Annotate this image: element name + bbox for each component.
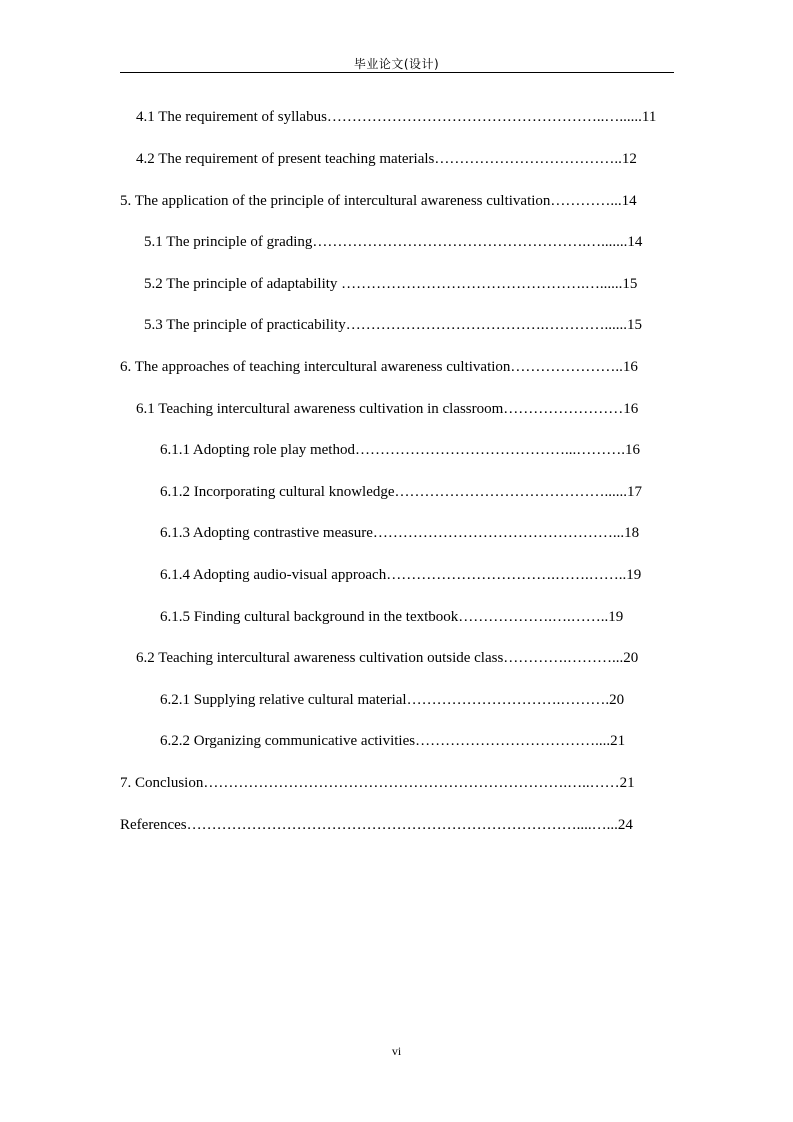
toc-entry-6-1-4[interactable]: 6.1.4 Adopting audio-visual approach…………………………….…….……..19 — [160, 567, 642, 583]
toc-entry-4-2[interactable]: 4.2 The requirement of present teaching materials………………………………..12 — [136, 151, 637, 167]
toc-entry-5-2[interactable]: 5.2 The principle of adaptability ………………………………………….…......15 — [144, 276, 638, 292]
toc-entry-6-1-1[interactable]: 6.1.1 Adopting role play method……………………………………...……….16 — [160, 442, 640, 458]
toc-entry-5-3[interactable]: 5.3 The principle of practicability………………………………….…………......15 — [144, 317, 642, 333]
toc-entry-5[interactable]: 5. The application of the principle of intercultural awareness cultivation…………...14 — [120, 193, 637, 209]
toc-entry-6[interactable]: 6. The approaches of teaching intercultural awareness cultivation…………………..16 — [120, 359, 638, 375]
toc-entry-6-1[interactable]: 6.1 Teaching intercultural awareness cultivation in classroom……………………16 — [136, 401, 639, 417]
toc-entry-5-1[interactable]: 5.1 The principle of grading……………………………………………….….......14 — [144, 234, 643, 250]
toc-entry-6-2-1[interactable]: 6.2.1 Supplying relative cultural material………………………….……….20 — [160, 692, 625, 708]
toc-entry-4-1[interactable]: 4.1 The requirement of syllabus………………………………………………..…......11 — [136, 109, 657, 125]
page-number: vi — [391, 1044, 402, 1058]
toc-entry-6-2[interactable]: 6.2 Teaching intercultural awareness cultivation outside class………….………...20 — [136, 650, 639, 666]
toc-entry-6-1-2[interactable]: 6.1.2 Incorporating cultural knowledge……………………………………......17 — [160, 484, 643, 500]
page-header-title: 毕业论文(设计) — [353, 57, 440, 71]
toc-entry-6-2-2[interactable]: 6.2.2 Organizing communicative activities………………………………....21 — [160, 733, 626, 749]
toc-entry-6-1-3[interactable]: 6.1.3 Adopting contrastive measure…………………………………………...18 — [160, 525, 640, 541]
toc-entry-6-1-5[interactable]: 6.1.5 Finding cultural background in the textbook……………….….……..19 — [160, 609, 624, 625]
toc-entry-references[interactable]: References……………………………………………………………………....…...24 — [120, 817, 633, 833]
toc-entry-7[interactable]: 7. Conclusion……………………………………………………………….…..……21 — [120, 775, 635, 791]
